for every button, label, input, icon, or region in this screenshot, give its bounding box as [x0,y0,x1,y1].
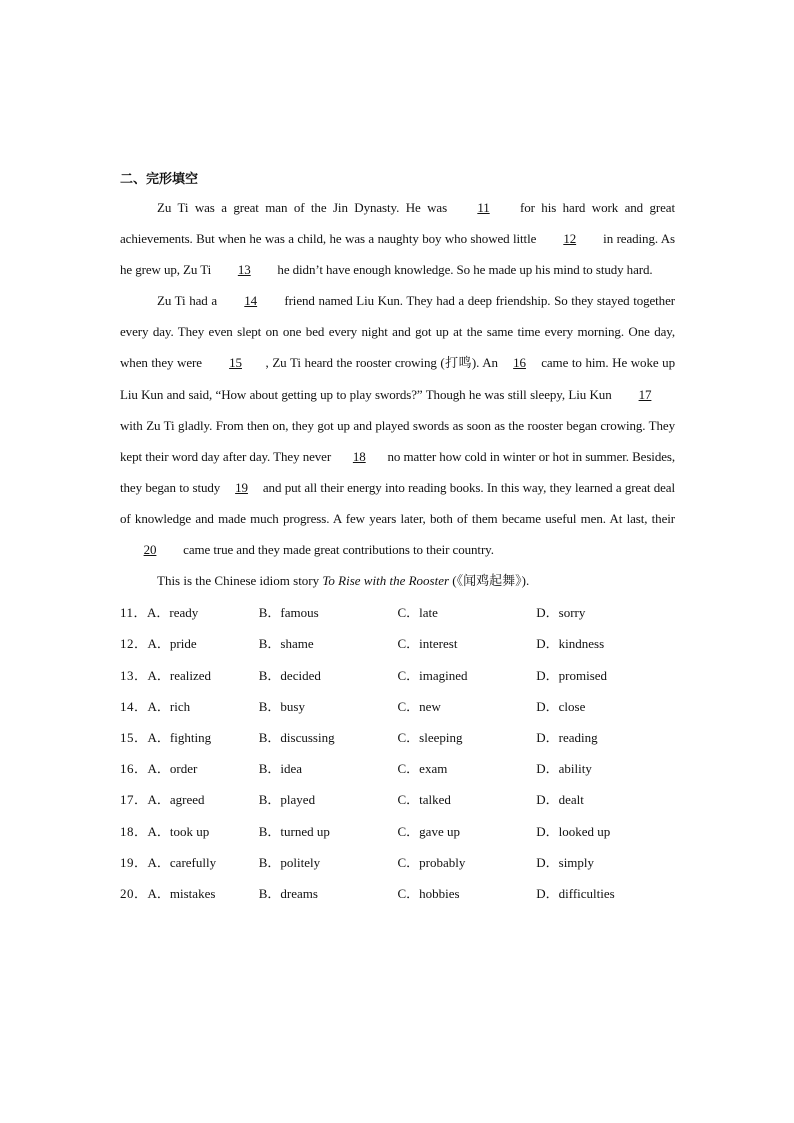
option-b[interactable] [259,821,398,840]
option-b[interactable] [259,665,398,684]
option-text: D．close [536,698,586,714]
option-b[interactable] [259,727,398,746]
option-c[interactable] [398,633,537,652]
option-text: B．idea [258,761,303,777]
option-c[interactable] [398,789,537,808]
option-b[interactable] [259,633,398,652]
option-text: A．carefully [147,854,217,870]
question-number: 15． [120,729,148,745]
option-d[interactable] [536,602,675,621]
blank-16: 16 [513,355,526,371]
question-number: 16． [120,761,148,777]
passage-text: This is the Chinese idiom story [157,573,323,589]
option-d[interactable] [536,727,675,746]
option-text: D．ability [536,761,592,777]
passage-text: came to him. He woke up Liu Kun and said, “How about getting up to play swords?” Though he was still sleepy, Liu Kun [120,355,675,402]
question-number: 12． [120,636,148,652]
option-text: A．ready [147,605,199,621]
passage-text: he didn’t have enough knowledge. So he made up his mind to study hard. [274,262,653,278]
question-row [120,877,675,908]
option-d[interactable] [536,665,675,684]
question-options-list [120,596,675,908]
option-c[interactable] [398,696,537,715]
option-a[interactable] [120,852,259,871]
question-number: 20． [120,885,148,901]
question-row [120,627,675,658]
question-number: 14． [120,698,148,714]
option-c[interactable] [398,883,537,902]
option-a[interactable] [120,883,259,902]
passage-text: Zu Ti had a [157,293,221,309]
option-text: D．sorry [536,605,586,621]
option-text: C．late [397,605,438,621]
option-d[interactable] [536,758,675,777]
option-text: C．exam [397,761,448,777]
option-a[interactable] [120,602,259,621]
passage-text: came true and they made great contributions to their country. [180,542,494,558]
blank-14: 14 [244,293,258,309]
option-b[interactable] [259,852,398,871]
question-row [120,846,675,877]
blank-12: 12 [563,231,577,247]
option-d[interactable] [536,821,675,840]
option-text: D．kindness [536,636,605,652]
passage-text: no matter how cold in winter or hot in summer. Besides, they began to study [120,448,676,495]
option-d[interactable] [536,789,675,808]
option-text: B．played [258,792,316,808]
option-a[interactable] [120,789,259,808]
question-number: 18． [120,823,148,839]
option-text: A．agreed [147,792,205,808]
option-text: A．pride [147,636,197,652]
option-text: D．looked up [536,823,611,839]
blank-18: 18 [352,448,366,464]
option-text: B．discussing [258,729,335,745]
option-text: D．reading [536,729,598,745]
option-a[interactable] [120,633,259,652]
passage-text: and put all their energy into reading books. In this way, they learned a great deal of knowledge and made much progress. A few years later, both of them became useful men. At last, their [120,479,675,526]
option-c[interactable] [398,727,537,746]
passage-text: (《闻鸡起舞》). [449,573,530,589]
passage-text: for his hard work and great achievements. But when he was a child, he was a naughty boy who showed little [120,200,675,247]
passage-text: , Zu Ti heard the rooster crowing (打鸣). An [265,355,502,371]
option-d[interactable] [536,852,675,871]
question-number: 19． [120,854,148,870]
option-text: C．talked [397,792,451,808]
question-row [120,783,675,814]
option-text: A．fighting [147,729,212,745]
question-number: 13． [120,667,148,683]
blank-17: 17 [638,386,652,402]
option-d[interactable] [536,633,675,652]
document-page [120,168,675,908]
option-text: A．mistakes [147,885,216,901]
question-number: 11． [120,605,148,621]
option-c[interactable] [398,852,537,871]
option-text: C．hobbies [397,885,460,901]
passage-paragraph-2 [120,285,675,565]
option-b[interactable] [259,789,398,808]
option-d[interactable] [536,883,675,902]
blank-11: 11 [477,200,490,215]
option-text: A．realized [147,667,212,683]
section-title: 二、完形填空 [120,172,199,187]
option-text: D．dealt [536,792,584,808]
question-number: 17． [120,792,148,808]
option-text: A．took up [147,823,210,839]
passage-text: Zu Ti was a great man of the Jin Dynasty. He was [157,200,454,215]
question-row [120,596,675,627]
option-b[interactable] [259,758,398,777]
option-text: D．promised [536,667,608,683]
passage-text: in reading. As he grew up, Zu Ti [120,231,675,278]
option-text: C．gave up [397,823,460,839]
option-text: A．order [147,761,198,777]
question-row [120,752,675,783]
option-text: B．politely [258,854,321,870]
option-b[interactable] [259,883,398,902]
blank-13: 13 [237,262,251,278]
option-b[interactable] [259,602,398,621]
option-text: C．sleeping [397,729,463,745]
option-text: C．imagined [397,667,468,683]
option-text: B．decided [258,667,321,683]
option-text: C．probably [397,854,466,870]
option-a[interactable] [120,821,259,840]
question-row [120,690,675,721]
blank-19: 19 [235,479,248,495]
option-text: B．turned up [258,823,330,839]
option-text: B．famous [258,605,319,621]
option-c[interactable] [398,821,537,840]
option-a[interactable] [120,727,259,746]
question-row [120,721,675,752]
option-text: B．dreams [258,885,318,901]
passage-paragraph-1 [120,192,675,285]
passage-text: with Zu Ti gladly. From then on, they got up and played swords as soon as the rooster began crowing. They kept their word day after day. They never [120,417,675,464]
passage-text: friend named Liu Kun. They had a deep friendship. So they stayed together every day. They even slept on one bed every night and got up at the same time every morning. One day, when they were [120,293,675,371]
option-c[interactable] [398,758,537,777]
option-c[interactable] [398,602,537,621]
passage-paragraph-3 [120,565,675,596]
option-text: B．busy [258,698,305,714]
option-c[interactable] [398,665,537,684]
option-text: C．interest [397,636,458,652]
option-a[interactable] [120,758,259,777]
option-a[interactable] [120,665,259,684]
option-text: D．simply [536,854,595,870]
story-title: To Rise with the Rooster [322,573,450,589]
option-a[interactable] [120,696,259,715]
option-text: A．rich [147,698,191,714]
question-row [120,814,675,845]
option-d[interactable] [536,696,675,715]
option-b[interactable] [259,696,398,715]
option-text: D．difficulties [536,885,615,901]
option-text: B．shame [258,636,314,652]
blank-20: 20 [143,542,157,558]
option-text: C．new [397,698,441,714]
question-row [120,659,675,690]
blank-15: 15 [229,355,242,371]
